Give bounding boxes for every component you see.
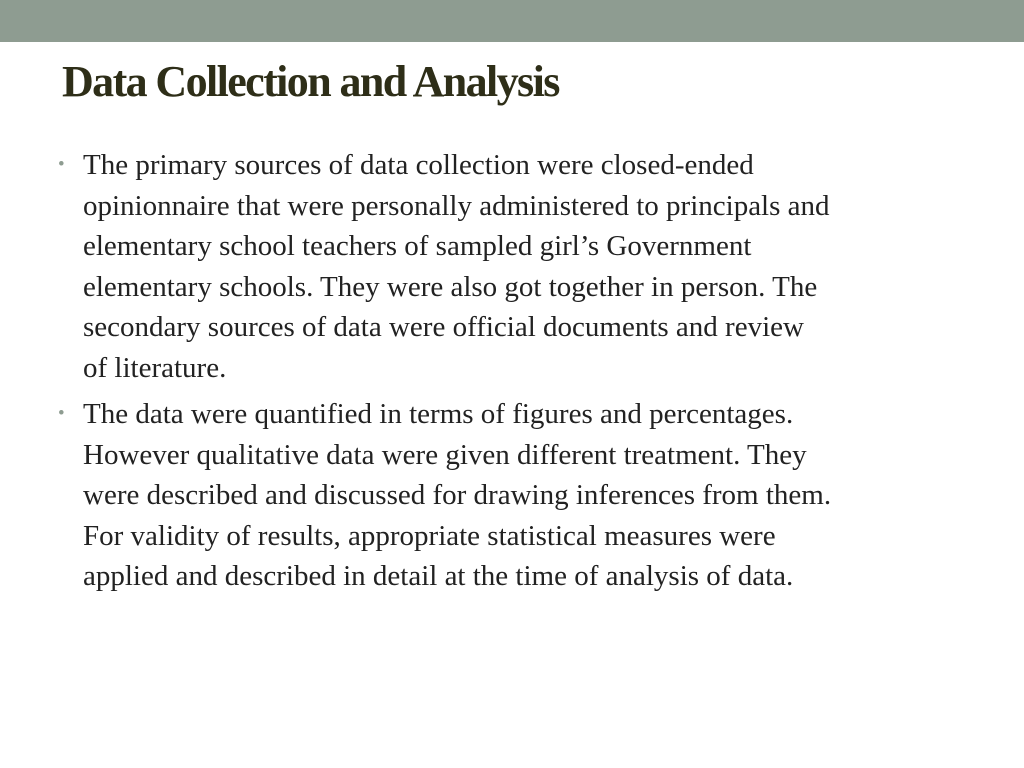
bullet-dot-icon: •: [58, 154, 65, 175]
slide-title: Data Collection and Analysis: [62, 57, 559, 106]
bullet-dot-icon: •: [58, 403, 65, 424]
bullet-text-line: applied and described in detail at the time of analysis of data.: [83, 560, 794, 592]
bullet-text-line: were described and discussed for drawing inferences from them.: [83, 479, 832, 511]
bullet-text-line: However qualitative data were given different treatment. They: [83, 438, 807, 471]
bullet-item: [58, 145, 970, 388]
bullet-list: [58, 145, 970, 603]
bullet-text-line: opinionnaire that were personally administered to principals and: [83, 189, 830, 222]
top-color-band: [0, 0, 1024, 42]
bullet-text-line: The primary sources of data collection were closed-ended: [83, 149, 754, 181]
bullet-text-line: elementary school teachers of sampled girl’s Government: [83, 230, 752, 262]
bullet-text-line: of literature.: [83, 351, 227, 384]
bullet-text-line: For validity of results, appropriate statistical measures were: [83, 519, 776, 552]
bullet-text-line: elementary schools. They were also got together in person. The: [83, 270, 818, 303]
bullet-text-line: The data were quantified in terms of figures and percentages.: [83, 398, 794, 430]
bullet-text-line: secondary sources of data were official documents and review: [83, 311, 804, 343]
bullet-item: [58, 394, 970, 597]
